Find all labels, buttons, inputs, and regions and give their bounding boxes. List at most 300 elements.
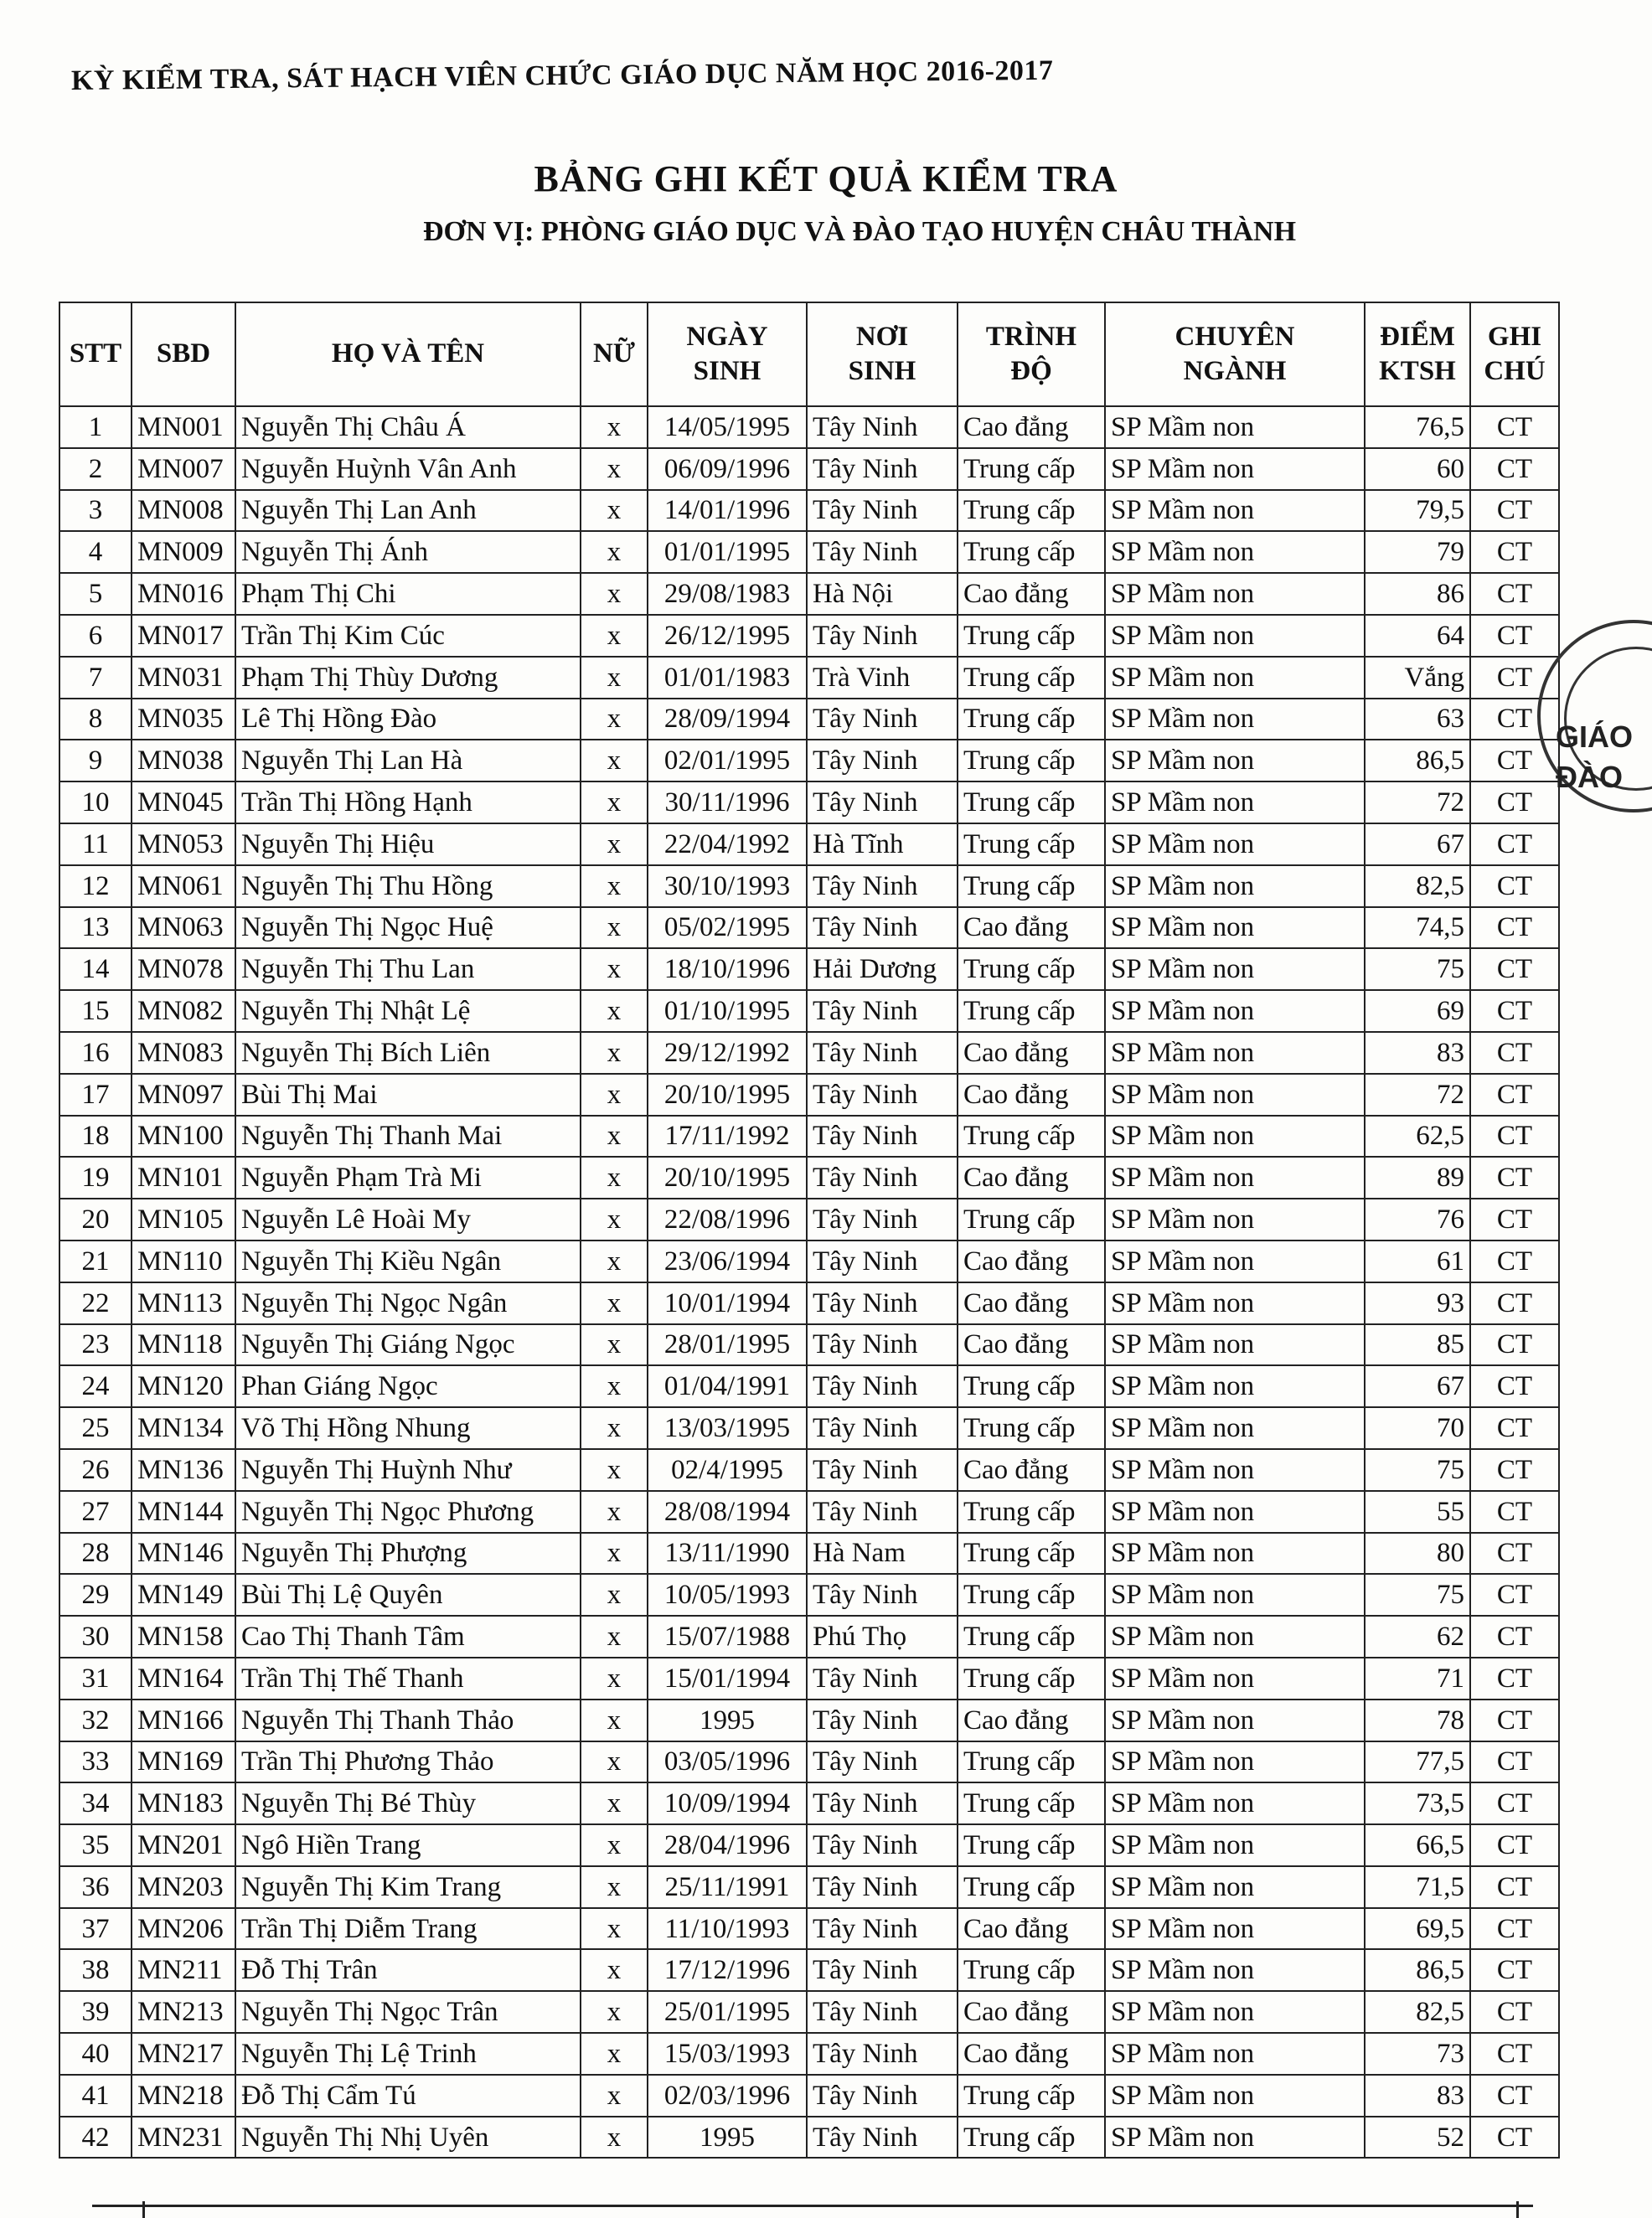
cell-score: 75 (1365, 1574, 1470, 1616)
cell-score: 72 (1365, 781, 1470, 823)
cell-female: x (581, 1824, 648, 1866)
col-header-note (1470, 302, 1559, 406)
cell-sbd: MN035 (132, 699, 235, 740)
cell-female: x (581, 1157, 648, 1199)
cell-level: Trung cấp (958, 1365, 1105, 1407)
cell-level: Cao đẳng (958, 406, 1105, 448)
cell-note: CT (1470, 1574, 1559, 1616)
cell-level: Trung cấp (958, 948, 1105, 990)
cell-female: x (581, 1533, 648, 1575)
cell-level: Cao đẳng (958, 907, 1105, 949)
col-header-major-line1: CHUYÊN (1174, 321, 1295, 352)
cell-name: Đỗ Thị Trân (235, 1949, 581, 1991)
cell-name: Nguyễn Thị Hiệu (235, 823, 581, 865)
cell-pob: Tây Ninh (807, 1949, 958, 1991)
cell-dob: 03/05/1996 (648, 1741, 807, 1783)
cell-stt: 29 (59, 1574, 132, 1616)
cell-note: CT (1470, 2033, 1559, 2075)
cell-stt: 30 (59, 1616, 132, 1658)
cell-major: SP Mầm non (1105, 1365, 1365, 1407)
cell-female: x (581, 1324, 648, 1366)
cell-level: Trung cấp (958, 1199, 1105, 1241)
cell-dob: 13/03/1995 (648, 1407, 807, 1449)
cell-level: Trung cấp (958, 1741, 1105, 1783)
cell-name: Nguyễn Thị Phượng (235, 1533, 581, 1575)
cell-dob: 1995 (648, 1700, 807, 1741)
cell-note: CT (1470, 1407, 1559, 1449)
cell-pob: Tây Ninh (807, 699, 958, 740)
next-table-top-border (92, 2205, 1533, 2207)
cell-name: Nguyễn Thị Ánh (235, 531, 581, 573)
cell-stt: 41 (59, 2075, 132, 2117)
table-row (59, 1365, 1559, 1407)
cell-stt: 38 (59, 1949, 132, 1991)
col-header-level-line2: ĐỘ (1010, 356, 1052, 386)
cell-female: x (581, 1365, 648, 1407)
table-row (59, 1658, 1559, 1700)
cell-sbd: MN218 (132, 2075, 235, 2117)
cell-major: SP Mầm non (1105, 865, 1365, 907)
cell-sbd: MN001 (132, 406, 235, 448)
cell-name: Nguyễn Thị Thu Hồng (235, 865, 581, 907)
table-row (59, 1574, 1559, 1616)
cell-note: CT (1470, 1241, 1559, 1282)
cell-dob: 06/09/1996 (648, 448, 807, 490)
cell-name: Phạm Thị Chi (235, 573, 581, 615)
table-row (59, 2033, 1559, 2075)
cell-major: SP Mầm non (1105, 823, 1365, 865)
cell-dob: 05/02/1995 (648, 907, 807, 949)
cell-level: Trung cấp (958, 1407, 1105, 1449)
col-header-nu: NỮ (581, 302, 648, 406)
table-row (59, 1241, 1559, 1282)
table-header-row (59, 302, 1559, 406)
cell-score: 82,5 (1365, 865, 1470, 907)
cell-major: SP Mầm non (1105, 1991, 1365, 2033)
table-row (59, 1157, 1559, 1199)
cell-stt: 19 (59, 1157, 132, 1199)
cell-stt: 23 (59, 1324, 132, 1366)
cell-name: Bùi Thị Lệ Quyên (235, 1574, 581, 1616)
cell-stt: 20 (59, 1199, 132, 1241)
cell-major: SP Mầm non (1105, 990, 1365, 1032)
cell-female: x (581, 1574, 648, 1616)
cell-dob: 28/01/1995 (648, 1324, 807, 1366)
cell-female: x (581, 531, 648, 573)
cell-dob: 17/11/1992 (648, 1116, 807, 1158)
cell-stt: 4 (59, 531, 132, 573)
cell-pob: Tây Ninh (807, 907, 958, 949)
table-row (59, 406, 1559, 448)
col-header-dob-line2: SINH (693, 356, 761, 386)
cell-sbd: MN105 (132, 1199, 235, 1241)
cell-dob: 30/11/1996 (648, 781, 807, 823)
cell-name: Nguyễn Thị Ngọc Phương (235, 1491, 581, 1533)
cell-sbd: MN136 (132, 1449, 235, 1491)
col-header-pob (807, 302, 958, 406)
cell-level: Cao đẳng (958, 1908, 1105, 1950)
cell-note: CT (1470, 1700, 1559, 1741)
cell-major: SP Mầm non (1105, 1324, 1365, 1366)
cell-name: Nguyễn Thị Thanh Thảo (235, 1700, 581, 1741)
cell-level: Trung cấp (958, 699, 1105, 740)
table-row (59, 1199, 1559, 1241)
cell-dob: 10/05/1993 (648, 1574, 807, 1616)
page-title: BẢNG GHI KẾT QUẢ KIỂM TRA (534, 158, 1118, 199)
cell-female: x (581, 823, 648, 865)
cell-level: Trung cấp (958, 2117, 1105, 2159)
cell-sbd: MN166 (132, 1700, 235, 1741)
cell-female: x (581, 1908, 648, 1950)
cell-level: Trung cấp (958, 2075, 1105, 2117)
cell-sbd: MN053 (132, 823, 235, 865)
col-header-major (1105, 302, 1365, 406)
cell-pob: Phú Thọ (807, 1616, 958, 1658)
cell-pob: Tây Ninh (807, 1282, 958, 1324)
cell-note: CT (1470, 1282, 1559, 1324)
cell-major: SP Mầm non (1105, 907, 1365, 949)
cell-pob: Tây Ninh (807, 2075, 958, 2117)
cell-score: 74,5 (1365, 907, 1470, 949)
table-row (59, 865, 1559, 907)
cell-score: 73,5 (1365, 1782, 1470, 1824)
cell-note: CT (1470, 990, 1559, 1032)
cell-score: 86 (1365, 573, 1470, 615)
table-row (59, 1866, 1559, 1908)
cell-score: 76,5 (1365, 406, 1470, 448)
col-header-note-line2: CHÚ (1484, 356, 1546, 386)
table-row (59, 2075, 1559, 2117)
cell-stt: 39 (59, 1991, 132, 2033)
cell-level: Trung cấp (958, 657, 1105, 699)
cell-female: x (581, 1282, 648, 1324)
cell-name: Nguyễn Phạm Trà Mi (235, 1157, 581, 1199)
cell-level: Trung cấp (958, 781, 1105, 823)
cell-female: x (581, 1658, 648, 1700)
cell-major: SP Mầm non (1105, 1449, 1365, 1491)
cell-score: 52 (1365, 2117, 1470, 2159)
cell-score: 67 (1365, 823, 1470, 865)
cell-note: CT (1470, 1199, 1559, 1241)
table-row (59, 1032, 1559, 1074)
cell-female: x (581, 615, 648, 657)
table-row (59, 1782, 1559, 1824)
cell-female: x (581, 1032, 648, 1074)
cell-name: Phạm Thị Thùy Dương (235, 657, 581, 699)
cell-score: 71 (1365, 1658, 1470, 1700)
cell-major: SP Mầm non (1105, 1574, 1365, 1616)
cell-stt: 10 (59, 781, 132, 823)
cell-pob: Tây Ninh (807, 2117, 958, 2159)
cell-level: Cao đẳng (958, 1991, 1105, 2033)
cell-stt: 14 (59, 948, 132, 990)
cell-pob: Tây Ninh (807, 1782, 958, 1824)
cell-pob: Tây Ninh (807, 490, 958, 532)
cell-note: CT (1470, 948, 1559, 990)
cell-pob: Tây Ninh (807, 1866, 958, 1908)
cell-major: SP Mầm non (1105, 490, 1365, 532)
cell-score: 72 (1365, 1074, 1470, 1116)
cell-score: 55 (1365, 1491, 1470, 1533)
table-row (59, 948, 1559, 990)
next-table-divider-right (1516, 2201, 1519, 2218)
cell-major: SP Mầm non (1105, 1074, 1365, 1116)
table-row (59, 448, 1559, 490)
cell-pob: Tây Ninh (807, 1491, 958, 1533)
cell-female: x (581, 490, 648, 532)
table-row (59, 657, 1559, 699)
cell-sbd: MN017 (132, 615, 235, 657)
cell-pob: Hải Dương (807, 948, 958, 990)
cell-dob: 01/01/1983 (648, 657, 807, 699)
cell-dob: 02/03/1996 (648, 2075, 807, 2117)
cell-name: Nguyễn Lê Hoài My (235, 1199, 581, 1241)
cell-level: Cao đẳng (958, 1449, 1105, 1491)
cell-dob: 28/08/1994 (648, 1491, 807, 1533)
cell-female: x (581, 1866, 648, 1908)
cell-female: x (581, 1199, 648, 1241)
cell-stt: 33 (59, 1741, 132, 1783)
col-header-dob-line1: NGÀY (686, 321, 768, 352)
cell-stt: 13 (59, 907, 132, 949)
table-row (59, 531, 1559, 573)
cell-level: Trung cấp (958, 1949, 1105, 1991)
cell-female: x (581, 1700, 648, 1741)
cell-note: CT (1470, 1658, 1559, 1700)
cell-name: Nguyễn Thị Châu Á (235, 406, 581, 448)
cell-note: CT (1470, 740, 1559, 781)
cell-name: Võ Thị Hồng Nhung (235, 1407, 581, 1449)
cell-level: Trung cấp (958, 1491, 1105, 1533)
cell-female: x (581, 907, 648, 949)
cell-stt: 8 (59, 699, 132, 740)
cell-note: CT (1470, 1032, 1559, 1074)
cell-sbd: MN211 (132, 1949, 235, 1991)
cell-name: Nguyễn Thị Ngọc Ngân (235, 1282, 581, 1324)
cell-dob: 29/12/1992 (648, 1032, 807, 1074)
cell-note: CT (1470, 1449, 1559, 1491)
cell-sbd: MN083 (132, 1032, 235, 1074)
cell-stt: 37 (59, 1908, 132, 1950)
cell-pob: Tây Ninh (807, 406, 958, 448)
cell-level: Trung cấp (958, 1658, 1105, 1700)
table-row (59, 1741, 1559, 1783)
cell-score: 66,5 (1365, 1824, 1470, 1866)
cell-name: Nguyễn Thị Lệ Trinh (235, 2033, 581, 2075)
cell-dob: 1995 (648, 2117, 807, 2159)
cell-note: CT (1470, 406, 1559, 448)
table-row (59, 1407, 1559, 1449)
cell-pob: Tây Ninh (807, 1116, 958, 1158)
cell-level: Cao đẳng (958, 1700, 1105, 1741)
cell-note: CT (1470, 1782, 1559, 1824)
cell-score: 77,5 (1365, 1741, 1470, 1783)
cell-stt: 3 (59, 490, 132, 532)
cell-female: x (581, 1241, 648, 1282)
table-row (59, 1116, 1559, 1158)
cell-pob: Tây Ninh (807, 448, 958, 490)
cell-score: 78 (1365, 1700, 1470, 1741)
cell-pob: Trà Vinh (807, 657, 958, 699)
cell-score: 76 (1365, 1199, 1470, 1241)
col-header-score (1365, 302, 1470, 406)
cell-note: CT (1470, 1949, 1559, 1991)
cell-major: SP Mầm non (1105, 1282, 1365, 1324)
cell-score: 93 (1365, 1282, 1470, 1324)
table-row (59, 490, 1559, 532)
cell-dob: 15/07/1988 (648, 1616, 807, 1658)
cell-sbd: MN206 (132, 1908, 235, 1950)
cell-sbd: MN008 (132, 490, 235, 532)
cell-level: Trung cấp (958, 865, 1105, 907)
cell-stt: 9 (59, 740, 132, 781)
cell-level: Trung cấp (958, 823, 1105, 865)
cell-dob: 28/04/1996 (648, 1824, 807, 1866)
cell-stt: 28 (59, 1533, 132, 1575)
cell-dob: 02/01/1995 (648, 740, 807, 781)
cell-sbd: MN164 (132, 1658, 235, 1700)
cell-name: Trần Thị Diễm Trang (235, 1908, 581, 1950)
cell-score: 63 (1365, 699, 1470, 740)
cell-major: SP Mầm non (1105, 1782, 1365, 1824)
col-header-level (958, 302, 1105, 406)
cell-level: Trung cấp (958, 448, 1105, 490)
cell-pob: Tây Ninh (807, 1407, 958, 1449)
cell-pob: Tây Ninh (807, 531, 958, 573)
cell-female: x (581, 1074, 648, 1116)
cell-sbd: MN118 (132, 1324, 235, 1366)
cell-female: x (581, 1449, 648, 1491)
cell-note: CT (1470, 2117, 1559, 2159)
cell-pob: Hà Nam (807, 1533, 958, 1575)
cell-major: SP Mầm non (1105, 1700, 1365, 1741)
cell-name: Ngô Hiền Trang (235, 1824, 581, 1866)
cell-dob: 15/03/1993 (648, 2033, 807, 2075)
cell-score: 62,5 (1365, 1116, 1470, 1158)
cell-note: CT (1470, 615, 1559, 657)
cell-sbd: MN063 (132, 907, 235, 949)
cell-sbd: MN101 (132, 1157, 235, 1199)
cell-dob: 01/01/1995 (648, 531, 807, 573)
col-header-stt: STT (59, 302, 132, 406)
cell-level: Cao đẳng (958, 1282, 1105, 1324)
cell-name: Nguyễn Thị Kiều Ngân (235, 1241, 581, 1282)
cell-stt: 31 (59, 1658, 132, 1700)
cell-dob: 14/05/1995 (648, 406, 807, 448)
cell-stt: 18 (59, 1116, 132, 1158)
cell-score: 61 (1365, 1241, 1470, 1282)
cell-stt: 27 (59, 1491, 132, 1533)
cell-pob: Tây Ninh (807, 1700, 958, 1741)
cell-stt: 40 (59, 2033, 132, 2075)
col-header-dob (648, 302, 807, 406)
cell-major: SP Mầm non (1105, 2117, 1365, 2159)
col-header-level-line1: TRÌNH (985, 321, 1077, 352)
cell-name: Nguyễn Thị Thanh Mai (235, 1116, 581, 1158)
cell-major: SP Mầm non (1105, 1741, 1365, 1783)
cell-major: SP Mầm non (1105, 1491, 1365, 1533)
cell-score: 70 (1365, 1407, 1470, 1449)
cell-score: 83 (1365, 2075, 1470, 2117)
cell-name: Lê Thị Hồng Đào (235, 699, 581, 740)
cell-name: Nguyễn Thị Ngọc Huệ (235, 907, 581, 949)
cell-sbd: MN031 (132, 657, 235, 699)
cell-note: CT (1470, 657, 1559, 699)
table-row (59, 1949, 1559, 1991)
cell-note: CT (1470, 1157, 1559, 1199)
cell-pob: Tây Ninh (807, 1324, 958, 1366)
cell-level: Trung cấp (958, 1866, 1105, 1908)
table-row (59, 1074, 1559, 1116)
cell-score: 83 (1365, 1032, 1470, 1074)
cell-sbd: MN217 (132, 2033, 235, 2075)
cell-major: SP Mầm non (1105, 1949, 1365, 1991)
cell-female: x (581, 573, 648, 615)
cell-stt: 24 (59, 1365, 132, 1407)
cell-name: Trần Thị Phương Thảo (235, 1741, 581, 1783)
cell-dob: 26/12/1995 (648, 615, 807, 657)
cell-pob: Tây Ninh (807, 781, 958, 823)
cell-score: 69 (1365, 990, 1470, 1032)
cell-level: Trung cấp (958, 1574, 1105, 1616)
table-row (59, 1282, 1559, 1324)
cell-female: x (581, 448, 648, 490)
col-header-major-line2: NGÀNH (1183, 356, 1287, 386)
cell-pob: Tây Ninh (807, 1824, 958, 1866)
cell-major: SP Mầm non (1105, 1533, 1365, 1575)
cell-major: SP Mầm non (1105, 2033, 1365, 2075)
cell-note: CT (1470, 2075, 1559, 2117)
table-row (59, 1449, 1559, 1491)
cell-stt: 6 (59, 615, 132, 657)
cell-pob: Tây Ninh (807, 990, 958, 1032)
cell-sbd: MN016 (132, 573, 235, 615)
cell-score: 79,5 (1365, 490, 1470, 532)
cell-note: CT (1470, 907, 1559, 949)
cell-score: 64 (1365, 615, 1470, 657)
cell-stt: 35 (59, 1824, 132, 1866)
cell-major: SP Mầm non (1105, 1866, 1365, 1908)
cell-note: CT (1470, 1116, 1559, 1158)
cell-dob: 15/01/1994 (648, 1658, 807, 1700)
cell-female: x (581, 1616, 648, 1658)
cell-name: Cao Thị Thanh Tâm (235, 1616, 581, 1658)
cell-name: Trần Thị Hồng Hạnh (235, 781, 581, 823)
cell-name: Nguyễn Thị Kim Trang (235, 1866, 581, 1908)
cell-female: x (581, 657, 648, 699)
cell-level: Cao đẳng (958, 1324, 1105, 1366)
cell-score: 80 (1365, 1533, 1470, 1575)
cell-score: 73 (1365, 2033, 1470, 2075)
col-header-score-line1: ĐIỂM (1380, 321, 1455, 352)
cell-note: CT (1470, 448, 1559, 490)
cell-female: x (581, 2033, 648, 2075)
cell-pob: Tây Ninh (807, 1241, 958, 1282)
cell-sbd: MN134 (132, 1407, 235, 1449)
cell-dob: 01/04/1991 (648, 1365, 807, 1407)
cell-stt: 26 (59, 1449, 132, 1491)
cell-stt: 2 (59, 448, 132, 490)
cell-level: Cao đẳng (958, 1157, 1105, 1199)
cell-sbd: MN100 (132, 1116, 235, 1158)
cell-score: 75 (1365, 1449, 1470, 1491)
cell-pob: Tây Ninh (807, 740, 958, 781)
cell-name: Nguyễn Thị Lan Anh (235, 490, 581, 532)
cell-female: x (581, 2117, 648, 2159)
cell-stt: 5 (59, 573, 132, 615)
cell-name: Nguyễn Thị Nhật Lệ (235, 990, 581, 1032)
cell-dob: 13/11/1990 (648, 1533, 807, 1575)
